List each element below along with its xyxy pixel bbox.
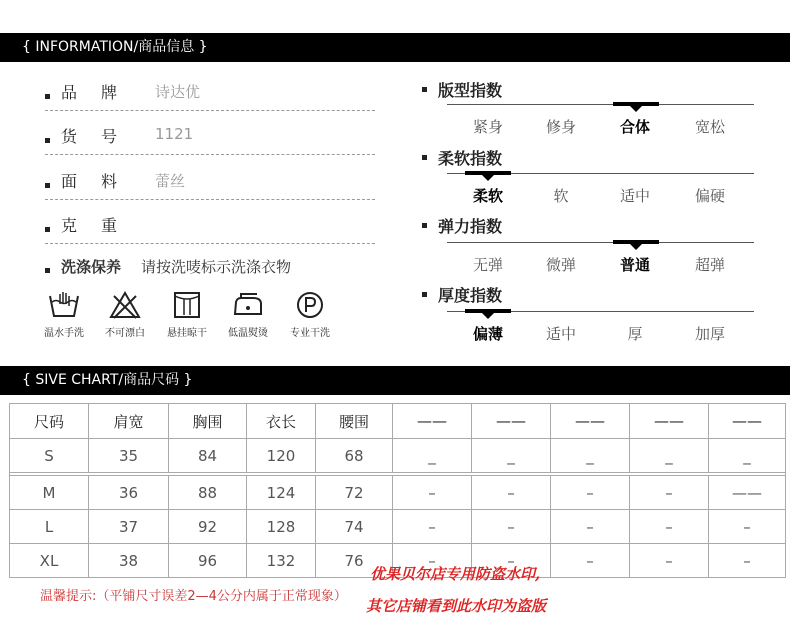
- wash-care-value: 请按洗唛标示洗涤衣物: [141, 258, 292, 276]
- table-cell: –: [393, 544, 472, 578]
- care-item-dry-clean: [280, 290, 340, 339]
- care-label: 低温熨烫: [228, 328, 268, 339]
- table-cell: _: [709, 439, 786, 473]
- table-cell: –: [630, 510, 709, 544]
- care-item-no-bleach: [95, 290, 155, 339]
- table-cell: M: [10, 476, 89, 510]
- table-cell: 35: [89, 439, 169, 473]
- info-row-fabric: [45, 163, 375, 203]
- table-cell: _: [551, 439, 630, 473]
- table-cell: –: [551, 476, 630, 510]
- info-label: 品牌: [61, 83, 142, 102]
- bullet-icon: [422, 292, 427, 297]
- header-cell: 肩宽: [89, 404, 169, 439]
- info-row-brand: [45, 74, 375, 114]
- table-cell: 96: [169, 544, 247, 578]
- bullet-icon: [45, 183, 50, 188]
- index-option-selected: 柔软: [472, 187, 503, 205]
- bullet-icon: [45, 94, 50, 99]
- index-option: 修身: [545, 118, 576, 136]
- header-cell: ——: [551, 404, 630, 439]
- table-cell: 128: [247, 510, 316, 544]
- table-cell: 120: [247, 439, 316, 473]
- hang-dry-icon: [170, 290, 204, 320]
- index-marker: [613, 102, 659, 106]
- divider: [45, 154, 375, 155]
- table-cell: _: [630, 439, 709, 473]
- index-option: 偏硬: [694, 187, 725, 205]
- table-cell: –: [472, 476, 551, 510]
- table-cell: 88: [169, 476, 247, 510]
- bullet-icon: [45, 227, 50, 232]
- care-label: 不可漂白: [105, 328, 145, 339]
- watermark-line-1: 优果贝尔店专用防盗水印,: [370, 565, 541, 583]
- table-cell: 72: [316, 476, 393, 510]
- index-option: 适中: [545, 325, 576, 343]
- index-option: 超弹: [694, 256, 725, 274]
- header-cell: ——: [393, 404, 472, 439]
- index-option-selected: 合体: [619, 118, 650, 136]
- table-cell: –: [551, 510, 630, 544]
- info-value: 1121: [155, 125, 194, 143]
- care-label: 悬挂晾干: [167, 328, 207, 339]
- table-cell: 74: [316, 510, 393, 544]
- info-value: 诗达优: [155, 83, 201, 101]
- bullet-icon: [45, 268, 50, 273]
- table-cell: 92: [169, 510, 247, 544]
- size-section-title: { SIVE CHART/商品尺码 }: [22, 372, 193, 388]
- size-note: 温馨提示:（平铺尺寸误差2—4公分内属于正常现象）: [40, 589, 347, 604]
- info-label: 克重: [61, 216, 142, 235]
- table-cell: S: [10, 439, 89, 473]
- no-bleach-icon: [108, 290, 142, 320]
- care-item-iron-low: [218, 290, 278, 339]
- care-label: 温水手洗: [44, 328, 84, 339]
- table-cell: 37: [89, 510, 169, 544]
- divider: [45, 199, 375, 200]
- info-label: 货号: [61, 127, 142, 146]
- index-option: 紧身: [472, 118, 503, 136]
- table-row: [10, 439, 786, 473]
- table-cell: –: [472, 510, 551, 544]
- table-cell: –: [709, 510, 786, 544]
- table-row: [10, 510, 786, 544]
- header-cell: ——: [709, 404, 786, 439]
- hand-wash-icon: [47, 290, 81, 320]
- bullet-icon: [422, 223, 427, 228]
- index-option: 适中: [619, 187, 650, 205]
- info-value: 蕾丝: [155, 172, 186, 190]
- dry-clean-icon: [293, 290, 327, 320]
- table-cell: 76: [316, 544, 393, 578]
- wash-care-label: 洗涤保养: [61, 258, 122, 276]
- index-option: 加厚: [694, 325, 725, 343]
- info-row-sku: [45, 118, 375, 158]
- index-marker: [613, 240, 659, 244]
- table-row: [10, 476, 786, 510]
- divider: [45, 110, 375, 111]
- table-cell: 36: [89, 476, 169, 510]
- table-cell: –: [709, 544, 786, 578]
- table-cell: 38: [89, 544, 169, 578]
- divider: [45, 243, 375, 244]
- bullet-icon: [45, 138, 50, 143]
- size-section-header: [0, 366, 790, 395]
- index-option: 宽松: [694, 118, 725, 136]
- care-item-hang-dry: [157, 290, 217, 339]
- care-item-hand-wash: [34, 290, 94, 339]
- index-option: 软: [553, 187, 569, 205]
- index-option-selected: 偏薄: [472, 325, 503, 343]
- table-cell: _: [393, 439, 472, 473]
- care-label: 专业干洗: [290, 328, 330, 339]
- size-table-header: [10, 404, 786, 439]
- header-cell: 胸围: [169, 404, 247, 439]
- table-cell: 68: [316, 439, 393, 473]
- index-option: 无弹: [472, 256, 503, 274]
- info-section-title: { INFORMATION/商品信息 }: [22, 39, 208, 55]
- header-cell: ——: [630, 404, 709, 439]
- table-cell: –: [630, 476, 709, 510]
- index-scale-line: [447, 104, 754, 105]
- index-option: 厚: [627, 325, 643, 343]
- table-cell: –: [630, 544, 709, 578]
- index-scale-line: [447, 242, 754, 243]
- info-section-header: [0, 33, 790, 62]
- index-marker: [465, 171, 511, 175]
- index-option-selected: 普通: [619, 256, 650, 274]
- header-cell: 尺码: [10, 404, 89, 439]
- table-cell: 84: [169, 439, 247, 473]
- table-cell: –: [551, 544, 630, 578]
- table-cell: –: [393, 476, 472, 510]
- bullet-icon: [422, 87, 427, 92]
- table-cell: L: [10, 510, 89, 544]
- table-cell: –: [393, 510, 472, 544]
- index-option: 微弹: [545, 256, 576, 274]
- table-cell: –: [472, 544, 551, 578]
- info-row-weight: [45, 207, 375, 247]
- info-label: 面料: [61, 172, 142, 191]
- header-cell: 衣长: [247, 404, 316, 439]
- header-cell: ——: [472, 404, 551, 439]
- table-cell: 124: [247, 476, 316, 510]
- table-cell: 132: [247, 544, 316, 578]
- table-cell: XL: [10, 544, 89, 578]
- size-table: [9, 403, 786, 578]
- watermark-line-2: 其它店铺看到此水印为盗版: [366, 597, 547, 615]
- index-marker: [465, 309, 511, 313]
- header-cell: 腰围: [316, 404, 393, 439]
- table-cell: ——: [709, 476, 786, 510]
- table-cell: _: [472, 439, 551, 473]
- iron-low-icon: [231, 290, 265, 320]
- bullet-icon: [422, 155, 427, 160]
